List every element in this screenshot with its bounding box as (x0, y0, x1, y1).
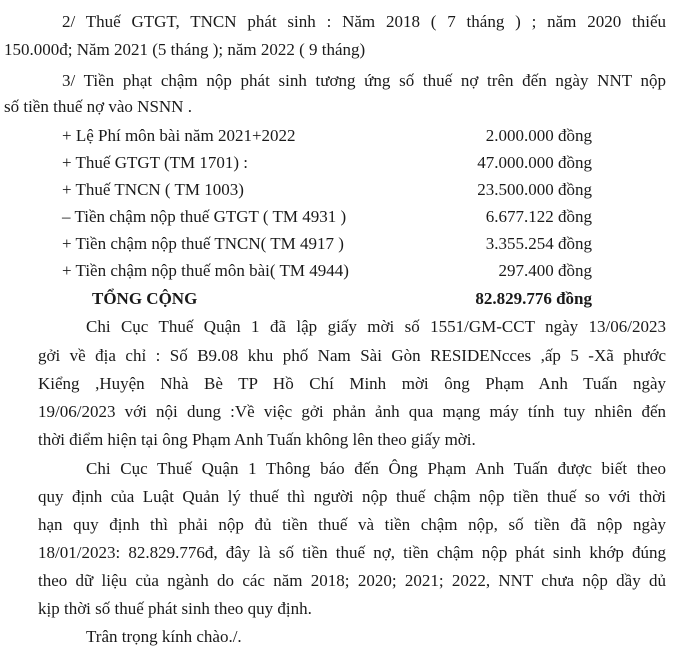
para4-line3: Kiểng ,Huyện Nhà Bè TP Hồ Chí Minh mời ông Phạm Anh Tuấn ngày (38, 374, 666, 393)
fee-item-row (62, 207, 592, 227)
fee-item-amount: 6.677.122 đồng (485, 207, 592, 226)
fee-item-label: – Tiền chậm nộp thuế GTGT ( TM 4931 ) (62, 207, 347, 226)
para2-line2: 150.000đ; Năm 2021 (5 tháng ); năm 2022 ( 9 tháng) (4, 40, 366, 59)
total-label: TỔNG CỘNG (92, 289, 198, 308)
para4-line5: thời điểm hiện tại ông Phạm Anh Tuấn không lên theo giấy mời. (38, 430, 476, 449)
para4-line4: 19/06/2023 với nội dung :Về việc gởi phản ảnh qua mạng máy tính tuy nhiên đến (38, 402, 666, 421)
fee-item-label: + Tiền chậm nộp thuế môn bài( TM 4944) (62, 261, 349, 280)
fee-item-label: + Lệ Phí môn bài năm 2021+2022 (62, 126, 296, 145)
para5-line2: quy định của Luật Quản lý thuế thì người nộp thuế chậm nộp tiền thuế so với thời (38, 487, 666, 506)
fee-item-amount: 3.355.254 đồng (485, 234, 592, 253)
fee-item-amount: 2.000.000 đồng (485, 126, 592, 145)
fee-item-label: + Thuế GTGT (TM 1701) : (62, 153, 249, 172)
total-row (62, 289, 592, 309)
para4-line1: Chi Cục Thuế Quận 1 đã lập giấy mời số 1551/GM-CCT ngày 13/06/2023 (86, 317, 666, 336)
para5-line3: hạn quy định thì phải nộp đủ tiền thuế và tiền chậm nộp, số tiền đã nộp ngày (38, 515, 666, 534)
fee-item-row (62, 126, 592, 146)
fee-item-amount: 23.500.000 đồng (477, 180, 592, 199)
fee-item-amount: 47.000.000 đồng (477, 153, 592, 172)
fee-item-row (62, 180, 592, 200)
fee-item-row (62, 234, 592, 254)
para3-line1: 3/ Tiền phạt chậm nộp phát sinh tương ứng số thuế nợ trên đến ngày NNT nộp (62, 71, 666, 90)
total-amount: 82.829.776 đồng (475, 289, 592, 308)
para2-line1: 2/ Thuế GTGT, TNCN phát sinh : Năm 2018 ( 7 tháng ) ; năm 2020 thiếu (62, 12, 666, 31)
fee-item-row (62, 153, 592, 173)
fee-item-row (62, 261, 592, 281)
closing-text: Trân trọng kính chào./. (86, 627, 242, 646)
para4-line2: gởi về địa chỉ : Số B9.08 khu phố Nam Sài Gòn RESIDENcces ,ấp 5 -Xã phước (38, 346, 666, 365)
para5-line6: kịp thời số thuế phát sinh theo quy định. (38, 599, 312, 618)
para3-line2: số tiền thuế nợ vào NSNN . (4, 97, 192, 116)
para5-line4: 18/01/2023: 82.829.776đ, đây là số tiền thuế nợ, tiền chậm nộp phát sinh khớp đúng (38, 543, 666, 562)
fee-item-amount: 297.400 đồng (498, 261, 592, 280)
para5-line1: Chi Cục Thuế Quận 1 Thông báo đến Ông Phạm Anh Tuấn được biết theo (86, 459, 666, 478)
fee-item-label: + Tiền chậm nộp thuế TNCN( TM 4917 ) (62, 234, 344, 253)
para5-line5: theo dữ liệu của ngành do các năm 2018; 2020; 2021; 2022, NNT chưa nộp dầy dủ (38, 571, 666, 590)
fee-item-label: + Thuế TNCN ( TM 1003) (62, 180, 244, 199)
